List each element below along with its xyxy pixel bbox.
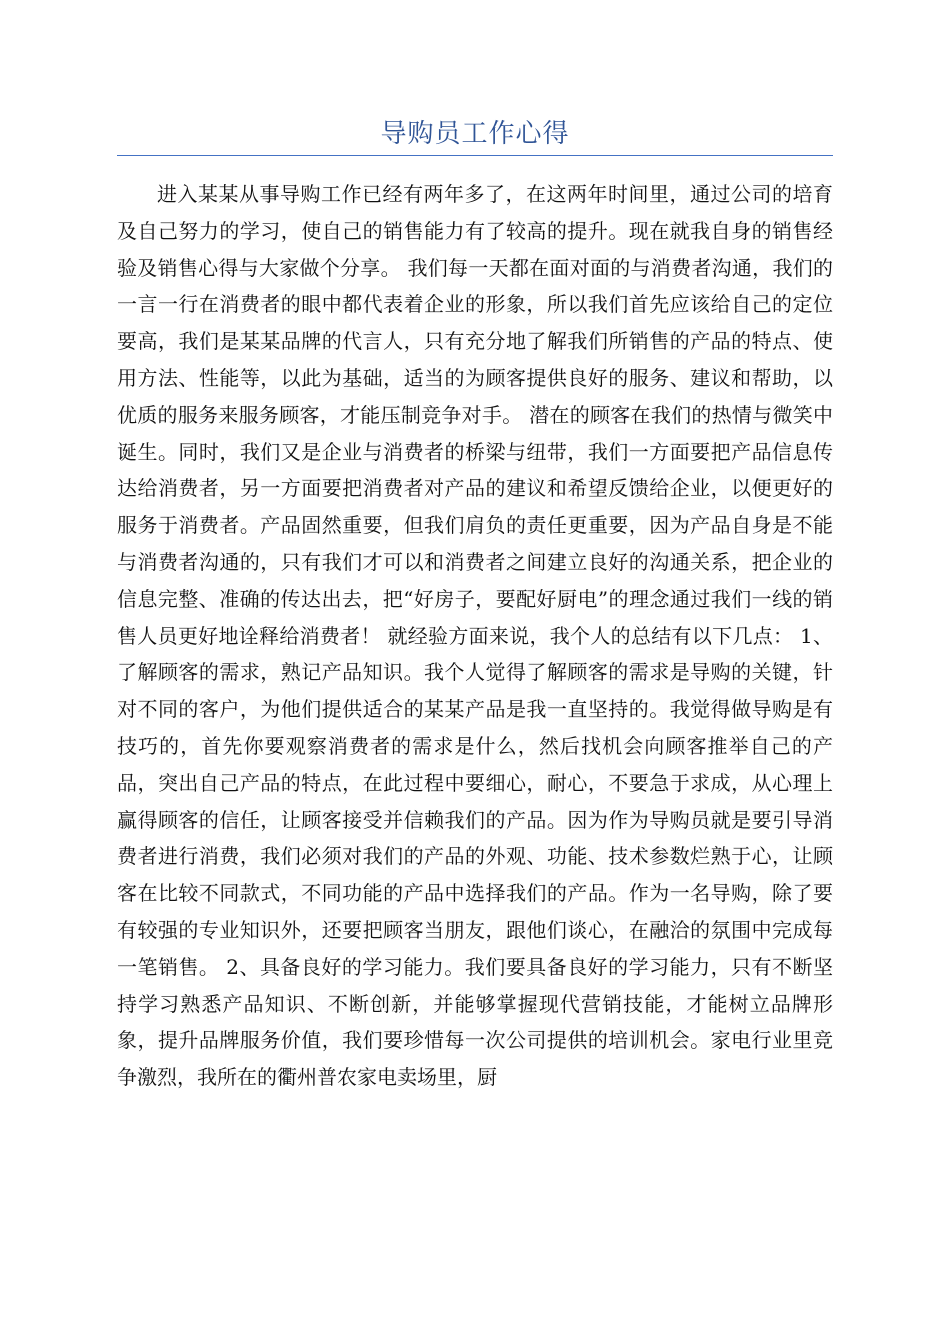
title-underline [117,155,833,156]
document-body-paragraph: 进入某某从事导购工作已经有两年多了，在这两年时间里，通过公司的培育及自己努力的学习，使自己的销售能力有了较高的提升。现在就我自身的销售经验及销售心得与大家做个分享。 我们每一天都在面对面的与消费者沟通，我们的一言一行在消费者的眼中都代表着企业的形象，所以我们首先应该给自己的定位要高，我们是某某品牌的代言人，只有充分地了解我们所销售的产品的特点、使用方法、性能等，以此为基础，适当的为顾客提供良好的服务、建议和帮助，以优质的服务来服务顾客，才能压制竞争对手。 潜在的顾客在我们的热情与微笑中诞生。同时，我们又是企业与消费者的桥梁与纽带，我们一方面要把产品信息传达给消费者，另一方面要把消费者对产品的建议和希望反馈给企业，以便更好的服务于消费者。产品固然重要，但我们肩负的责任更重要，因为产品自身是不能与消费者沟通的，只有我们才可以和消费者之间建立良好的沟通关系，把企业的信息完整、准确的传达出去，把“好房子，要配好厨电”的理念通过我们一线的销售人员更好地诠释给消费者！ 就经验方面来说，我个人的总结有以下几点： 1、了解顾客的需求，熟记产品知识。我个人觉得了解顾客的需求是导购的关键，针对不同的客户，为他们提供适合的某某产品是我一直坚持的。我觉得做导购是有技巧的，首先你要观察消费者的需求是什么，然后找机会向顾客推举自己的产品，突出自己产品的特点，在此过程中要细心，耐心，不要急于求成，从心理上赢得顾客的信任，让顾客接受并信赖我们的产品。因为作为导购员就是要引导消费者进行消费，我们必须对我们的产品的外观、功能、技术参数烂熟于心，让顾客在比较不同款式，不同功能的产品中选择我们的产品。作为一名导购，除了要有较强的专业知识外，还要把顾客当朋友，跟他们谈心，在融洽的氛围中完成每一笔销售。 2、具备良好的学习能力。我们要具备良好的学习能力，只有不断坚持学习熟悉产品知识、不断创新，并能够掌握现代营销技能，才能树立品牌形象，提升品牌服务价值，我们要珍惜每一次公司提供的培训机会。家电行业里竞争激烈，我所在的衢州普农家电卖场里，厨 [117,182,833,1090]
document-title: 导购员工作心得 [380,119,570,149]
